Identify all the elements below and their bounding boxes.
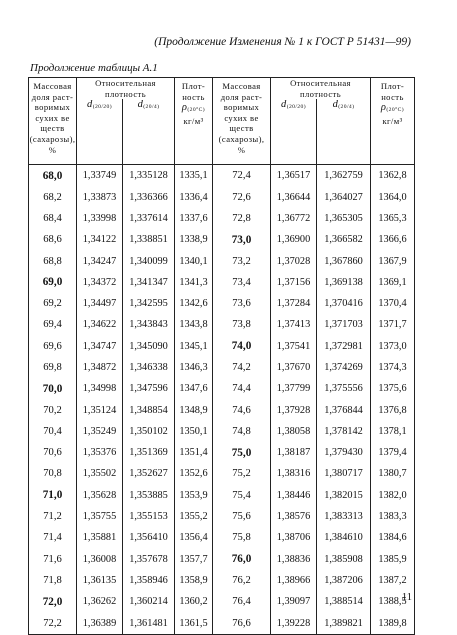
table-row bbox=[29, 570, 415, 591]
table-cell: 1389,8 bbox=[371, 612, 415, 634]
table-cell: 1,34247 bbox=[77, 250, 123, 271]
table-cell: 1,389821 bbox=[317, 612, 371, 634]
table-row bbox=[29, 549, 415, 570]
table-cell: 1366,6 bbox=[371, 229, 415, 250]
table-cell: 1370,4 bbox=[371, 293, 415, 314]
table-cell: 1,36517 bbox=[271, 165, 317, 187]
table-cell: 1,357678 bbox=[123, 549, 175, 570]
table-cell: 69,6 bbox=[29, 336, 77, 357]
table-cell: 1,35376 bbox=[77, 442, 123, 463]
table-cell: 1,38576 bbox=[271, 506, 317, 527]
table-cell: 1,347596 bbox=[123, 378, 175, 399]
table-cell: 71,2 bbox=[29, 506, 77, 527]
table-cell: 1346,3 bbox=[175, 357, 213, 378]
table-cell: 74,8 bbox=[213, 421, 271, 442]
table-cell: 73,6 bbox=[213, 293, 271, 314]
table-caption: Продолжение таблицы А.1 bbox=[30, 62, 158, 74]
table-row bbox=[29, 272, 415, 293]
table-cell: 1,38316 bbox=[271, 463, 317, 484]
table-cell: 1,35628 bbox=[77, 485, 123, 506]
table-cell: 1,33749 bbox=[77, 165, 123, 187]
table-cell: 73,0 bbox=[213, 229, 271, 250]
table-cell: 1,371703 bbox=[317, 314, 371, 335]
table-cell: 68,0 bbox=[29, 165, 77, 187]
table-cell: 1374,3 bbox=[371, 357, 415, 378]
table-cell: 1,385908 bbox=[317, 549, 371, 570]
page-number: 11 bbox=[401, 592, 412, 603]
table-cell: 1,34122 bbox=[77, 229, 123, 250]
table-cell: 1343,8 bbox=[175, 314, 213, 335]
table-cell: 1,36389 bbox=[77, 612, 123, 634]
table-cell: 1362,8 bbox=[371, 165, 415, 187]
density-header-line: Плот- bbox=[181, 81, 206, 91]
table-cell: 1,340099 bbox=[123, 250, 175, 271]
table-cell: 1,39228 bbox=[271, 612, 317, 634]
table-cell: 1371,7 bbox=[371, 314, 415, 335]
table-row bbox=[29, 336, 415, 357]
mass-fraction-header-line: сухих ве bbox=[224, 112, 259, 123]
table-cell: 1,35249 bbox=[77, 421, 123, 442]
table-cell: 75,6 bbox=[213, 506, 271, 527]
table-cell: 1345,1 bbox=[175, 336, 213, 357]
table-cell: 1375,6 bbox=[371, 378, 415, 399]
table-cell: 1,37799 bbox=[271, 378, 317, 399]
mass-fraction-header-line: воримых bbox=[223, 102, 260, 113]
table-row bbox=[29, 186, 415, 207]
table-cell: 1,337614 bbox=[123, 208, 175, 229]
table-cell: 1,36772 bbox=[271, 208, 317, 229]
table-cell: 1,335128 bbox=[123, 165, 175, 187]
table-cell: 70,0 bbox=[29, 378, 77, 399]
table-cell: 1364,0 bbox=[371, 186, 415, 207]
table-cell: 71,0 bbox=[29, 485, 77, 506]
table-cell: 1,346338 bbox=[123, 357, 175, 378]
density-unit: кг/м³ bbox=[183, 115, 204, 126]
table-cell: 75,0 bbox=[213, 442, 271, 463]
table-cell: 70,4 bbox=[29, 421, 77, 442]
table-cell: 1,355153 bbox=[123, 506, 175, 527]
table-cell: 1357,7 bbox=[175, 549, 213, 570]
mass-fraction-header-line: доля раст- bbox=[31, 91, 74, 102]
table-cell: 1,351369 bbox=[123, 442, 175, 463]
table-cell: 76,0 bbox=[213, 549, 271, 570]
table-cell: 1,38836 bbox=[271, 549, 317, 570]
header-mass-fraction-right bbox=[213, 78, 271, 165]
mass-fraction-header-line: (сахарозы), bbox=[29, 133, 76, 144]
table-cell: 1380,7 bbox=[371, 463, 415, 484]
table-cell: 1,341347 bbox=[123, 272, 175, 293]
table-cell: 76,6 bbox=[213, 612, 271, 634]
relative-density-header-line: плотность bbox=[104, 88, 147, 99]
table-cell: 1,365305 bbox=[317, 208, 371, 229]
table-row bbox=[29, 250, 415, 271]
table-cell: 1,34497 bbox=[77, 293, 123, 314]
table-row bbox=[29, 591, 415, 612]
table-cell: 1,34872 bbox=[77, 357, 123, 378]
table-cell: 73,2 bbox=[213, 250, 271, 271]
table-cell: 1,338851 bbox=[123, 229, 175, 250]
table-cell: 1,370416 bbox=[317, 293, 371, 314]
table-row bbox=[29, 485, 415, 506]
table-cell: 1385,9 bbox=[371, 549, 415, 570]
table-row bbox=[29, 293, 415, 314]
table-cell: 74,4 bbox=[213, 378, 271, 399]
table-cell: 1,378142 bbox=[317, 421, 371, 442]
table-cell: 1355,2 bbox=[175, 506, 213, 527]
table-cell: 1,362759 bbox=[317, 165, 371, 187]
table-cell: 1,387206 bbox=[317, 570, 371, 591]
table-cell: 74,6 bbox=[213, 399, 271, 420]
table-cell: 1,361481 bbox=[123, 612, 175, 634]
table-cell: 1,343843 bbox=[123, 314, 175, 335]
header-d-20-4-right: d(20/4) bbox=[317, 99, 371, 165]
density-unit: кг/м³ bbox=[382, 115, 403, 126]
table-cell: 1337,6 bbox=[175, 208, 213, 229]
mass-fraction-header-line: % bbox=[48, 144, 57, 155]
header-relative-density-right bbox=[271, 78, 371, 100]
table-cell: 1367,9 bbox=[371, 250, 415, 271]
table-cell: 69,8 bbox=[29, 357, 77, 378]
table-cell: 1,33873 bbox=[77, 186, 123, 207]
table-cell: 1,364027 bbox=[317, 186, 371, 207]
table-cell: 1,342595 bbox=[123, 293, 175, 314]
table-cell: 1376,8 bbox=[371, 399, 415, 420]
density-header-line: ность bbox=[381, 91, 404, 102]
table-cell: 69,2 bbox=[29, 293, 77, 314]
table-cell: 73,8 bbox=[213, 314, 271, 335]
table-cell: 1,379430 bbox=[317, 442, 371, 463]
table-cell: 68,2 bbox=[29, 186, 77, 207]
rho-symbol: ρ(20°C) bbox=[380, 102, 405, 114]
table-cell: 1,34622 bbox=[77, 314, 123, 335]
table-cell: 1387,2 bbox=[371, 570, 415, 591]
table-cell: 1342,6 bbox=[175, 293, 213, 314]
table-cell: 1,36008 bbox=[77, 549, 123, 570]
table-cell: 1,37670 bbox=[271, 357, 317, 378]
relative-density-header-line: Относительная bbox=[290, 78, 351, 88]
table-cell: 72,8 bbox=[213, 208, 271, 229]
table-cell: 1,35881 bbox=[77, 527, 123, 548]
table-cell: 1384,6 bbox=[371, 527, 415, 548]
table-cell: 1,366582 bbox=[317, 229, 371, 250]
header-relative-density bbox=[77, 78, 175, 100]
table-row bbox=[29, 314, 415, 335]
header-d-20-20-right: d(20/20) bbox=[271, 99, 317, 165]
mass-fraction-header-line: сухих ве bbox=[35, 112, 70, 123]
running-header: (Продолжение Изменения № 1 к ГОСТ Р 51431—99) bbox=[154, 36, 411, 48]
relative-density-header-line: Относительная bbox=[95, 78, 156, 88]
table-cell: 74,2 bbox=[213, 357, 271, 378]
density-header-line: ность bbox=[182, 91, 205, 102]
density-header-line: Плот- bbox=[380, 81, 405, 91]
table-cell: 1,38187 bbox=[271, 442, 317, 463]
table-cell: 1,36262 bbox=[77, 591, 123, 612]
table-cell: 72,6 bbox=[213, 186, 271, 207]
table-cell: 1,36135 bbox=[77, 570, 123, 591]
table-cell: 1383,3 bbox=[371, 506, 415, 527]
table-cell: 70,2 bbox=[29, 399, 77, 420]
table-cell: 1336,4 bbox=[175, 186, 213, 207]
table-cell: 70,6 bbox=[29, 442, 77, 463]
table-cell: 1,388514 bbox=[317, 591, 371, 612]
table-cell: 68,8 bbox=[29, 250, 77, 271]
relative-density-header-line: плотность bbox=[299, 88, 342, 99]
table-cell: 1,34747 bbox=[77, 336, 123, 357]
header-mass-fraction bbox=[29, 78, 77, 165]
table-cell: 1,383313 bbox=[317, 506, 371, 527]
table-cell: 71,8 bbox=[29, 570, 77, 591]
table-cell: 73,4 bbox=[213, 272, 271, 293]
table-cell: 1,38706 bbox=[271, 527, 317, 548]
table-cell: 1,345090 bbox=[123, 336, 175, 357]
table-cell: 1,353885 bbox=[123, 485, 175, 506]
table-cell: 68,4 bbox=[29, 208, 77, 229]
table-cell: 72,4 bbox=[213, 165, 271, 187]
table-cell: 1352,6 bbox=[175, 463, 213, 484]
table-row bbox=[29, 229, 415, 250]
table-cell: 1338,9 bbox=[175, 229, 213, 250]
table-cell: 1,37284 bbox=[271, 293, 317, 314]
table-cell: 1356,4 bbox=[175, 527, 213, 548]
table-cell: 69,0 bbox=[29, 272, 77, 293]
table-cell: 1,38058 bbox=[271, 421, 317, 442]
table-cell: 1,369138 bbox=[317, 272, 371, 293]
table-cell: 1369,1 bbox=[371, 272, 415, 293]
mass-fraction-header-line: ществ bbox=[229, 123, 254, 134]
table-cell: 1,372981 bbox=[317, 336, 371, 357]
table-cell: 1378,1 bbox=[371, 421, 415, 442]
mass-fraction-header-line: (сахарозы), bbox=[218, 133, 265, 144]
table-cell: 74,0 bbox=[213, 336, 271, 357]
table-cell: 70,8 bbox=[29, 463, 77, 484]
table-cell: 1,367860 bbox=[317, 250, 371, 271]
table-cell: 1,360214 bbox=[123, 591, 175, 612]
table-cell: 1388,5 bbox=[371, 591, 415, 612]
table-cell: 1358,9 bbox=[175, 570, 213, 591]
mass-fraction-header-line: Массовая bbox=[33, 81, 72, 91]
table-cell: 1,37541 bbox=[271, 336, 317, 357]
table-row bbox=[29, 506, 415, 527]
table-cell: 75,8 bbox=[213, 527, 271, 548]
header-d-20-20: d(20/20) bbox=[77, 99, 123, 165]
table-cell: 1,37028 bbox=[271, 250, 317, 271]
density-table bbox=[28, 77, 415, 635]
table-row bbox=[29, 463, 415, 484]
table-row bbox=[29, 165, 415, 187]
table-cell: 1351,4 bbox=[175, 442, 213, 463]
table-row bbox=[29, 421, 415, 442]
table-row bbox=[29, 442, 415, 463]
mass-fraction-header-line: % bbox=[237, 144, 246, 155]
table-cell: 1,384610 bbox=[317, 527, 371, 548]
header-d-20-4: d(20/4) bbox=[123, 99, 175, 165]
table-cell: 1,356410 bbox=[123, 527, 175, 548]
table-cell: 1373,0 bbox=[371, 336, 415, 357]
table-cell: 1,33998 bbox=[77, 208, 123, 229]
table-cell: 69,4 bbox=[29, 314, 77, 335]
table-cell: 76,4 bbox=[213, 591, 271, 612]
table-cell: 1382,0 bbox=[371, 485, 415, 506]
table-cell: 1,38966 bbox=[271, 570, 317, 591]
table-cell: 1365,3 bbox=[371, 208, 415, 229]
table-row bbox=[29, 378, 415, 399]
table-cell: 1341,3 bbox=[175, 272, 213, 293]
header-density-right bbox=[371, 78, 415, 165]
table-body bbox=[29, 165, 415, 635]
table-cell: 1360,2 bbox=[175, 591, 213, 612]
table-cell: 72,2 bbox=[29, 612, 77, 634]
table-cell: 1,37928 bbox=[271, 399, 317, 420]
header-density bbox=[175, 78, 213, 165]
rho-symbol: ρ(20°C) bbox=[181, 102, 206, 114]
table-cell: 72,0 bbox=[29, 591, 77, 612]
table-cell: 75,4 bbox=[213, 485, 271, 506]
table-cell: 75,2 bbox=[213, 463, 271, 484]
table-cell: 1,358946 bbox=[123, 570, 175, 591]
table-cell: 1,382015 bbox=[317, 485, 371, 506]
table-row bbox=[29, 399, 415, 420]
mass-fraction-header-line: воримых bbox=[34, 102, 71, 113]
table-cell: 1350,1 bbox=[175, 421, 213, 442]
table-cell: 1,34998 bbox=[77, 378, 123, 399]
table-cell: 1353,9 bbox=[175, 485, 213, 506]
mass-fraction-header-line: Массовая bbox=[222, 81, 261, 91]
mass-fraction-header-line: доля раст- bbox=[220, 91, 263, 102]
table-cell: 1335,1 bbox=[175, 165, 213, 187]
table-cell: 1,352627 bbox=[123, 463, 175, 484]
table-row bbox=[29, 612, 415, 634]
table-cell: 1,336366 bbox=[123, 186, 175, 207]
table-cell: 1,374269 bbox=[317, 357, 371, 378]
table-cell: 1379,4 bbox=[371, 442, 415, 463]
table-cell: 1,37413 bbox=[271, 314, 317, 335]
table-cell: 1,375556 bbox=[317, 378, 371, 399]
table-row bbox=[29, 357, 415, 378]
table-cell: 1,35502 bbox=[77, 463, 123, 484]
table-cell: 1,38446 bbox=[271, 485, 317, 506]
table-cell: 1,36644 bbox=[271, 186, 317, 207]
table-cell: 1,376844 bbox=[317, 399, 371, 420]
table-cell: 1348,9 bbox=[175, 399, 213, 420]
table-cell: 1,36900 bbox=[271, 229, 317, 250]
table-row bbox=[29, 527, 415, 548]
table-cell: 1,35124 bbox=[77, 399, 123, 420]
table-cell: 76,2 bbox=[213, 570, 271, 591]
table-cell: 1,35755 bbox=[77, 506, 123, 527]
table-cell: 1,380717 bbox=[317, 463, 371, 484]
table-cell: 1347,6 bbox=[175, 378, 213, 399]
mass-fraction-header-line: ществ bbox=[40, 123, 65, 134]
table-cell: 1,39097 bbox=[271, 591, 317, 612]
table-row bbox=[29, 208, 415, 229]
table-cell: 68,6 bbox=[29, 229, 77, 250]
table-cell: 1340,1 bbox=[175, 250, 213, 271]
table-cell: 1,348854 bbox=[123, 399, 175, 420]
table-cell: 71,6 bbox=[29, 549, 77, 570]
table-cell: 1361,5 bbox=[175, 612, 213, 634]
table-cell: 1,34372 bbox=[77, 272, 123, 293]
table-cell: 71,4 bbox=[29, 527, 77, 548]
table-cell: 1,37156 bbox=[271, 272, 317, 293]
table-cell: 1,350102 bbox=[123, 421, 175, 442]
